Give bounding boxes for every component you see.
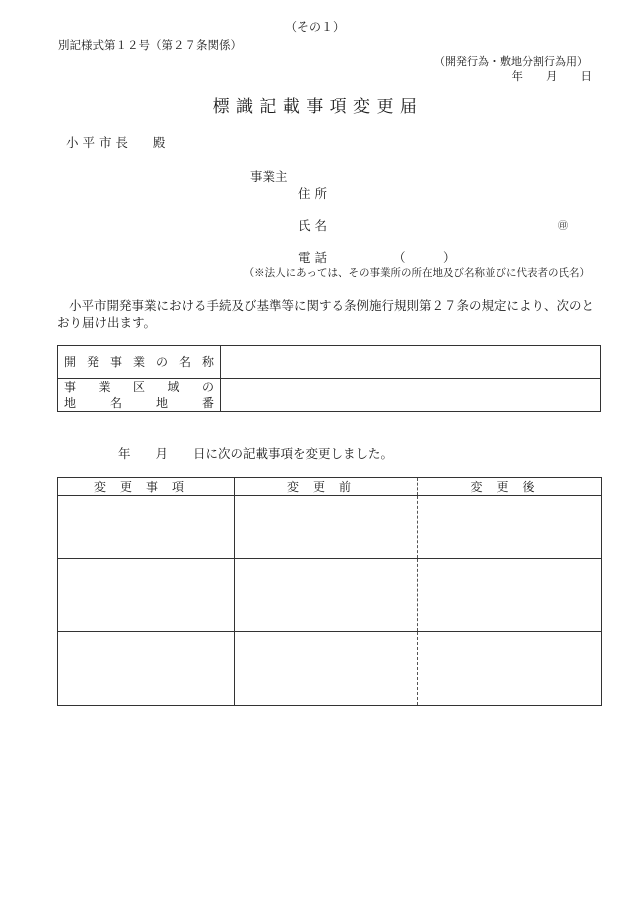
project-info-table [57, 345, 601, 412]
form-purpose: （開発行為・敷地分割行為用） [434, 55, 588, 68]
location-label-line1: 事業区域の [64, 380, 214, 394]
location-field[interactable] [221, 379, 601, 412]
col-header-after: 変更後 [418, 478, 602, 496]
table-row [58, 496, 602, 559]
project-name-field[interactable] [221, 346, 601, 379]
before-cell[interactable] [235, 496, 418, 559]
before-cell[interactable] [235, 559, 418, 632]
seal-mark: ㊞ [558, 221, 568, 232]
after-cell[interactable] [418, 559, 602, 632]
col-header-item: 変更事項 [58, 478, 235, 496]
phone-label: 電 話 [298, 250, 327, 265]
changes-table [57, 477, 602, 706]
corporate-note: （※法人にあっては、その事業所の所在地及び名称並びに代表者の氏名） [243, 267, 590, 279]
table-row [58, 559, 602, 632]
declaration-text: 小平市開発事業における手続及び基準等に関する条例施行規則第２７条の規定により、次のとおり届け出ます。 [57, 298, 595, 330]
change-date-statement: 年 月 日に次の記載事項を変更しました。 [118, 446, 394, 461]
change-item-cell[interactable] [58, 632, 235, 706]
location-label-line2: 地名地番 [64, 396, 214, 410]
after-cell[interactable] [418, 496, 602, 559]
submission-date: 年 月 日 [511, 69, 592, 83]
table-row [58, 632, 602, 706]
project-name-label: 開発事業の名称 [64, 355, 214, 369]
document-title: 標 識 記 載 事 項 変 更 届 [212, 97, 418, 117]
project-name-label-cell [58, 346, 221, 379]
address-label: 住 所 [298, 186, 327, 201]
col-header-before: 変更前 [235, 478, 418, 496]
name-label: 氏 名 [298, 218, 327, 233]
location-label-cell [58, 379, 221, 412]
after-cell[interactable] [418, 632, 602, 706]
change-item-cell[interactable] [58, 559, 235, 632]
form-number: 別記様式第１２号（第２７条関係） [58, 38, 242, 52]
page-number: （その１） [284, 20, 345, 34]
change-item-cell[interactable] [58, 496, 235, 559]
phone-area-code: （ ） [393, 250, 456, 265]
before-cell[interactable] [235, 632, 418, 706]
addressee: 小 平 市 長 殿 [66, 135, 166, 150]
applicant-heading: 事業主 [250, 169, 288, 184]
